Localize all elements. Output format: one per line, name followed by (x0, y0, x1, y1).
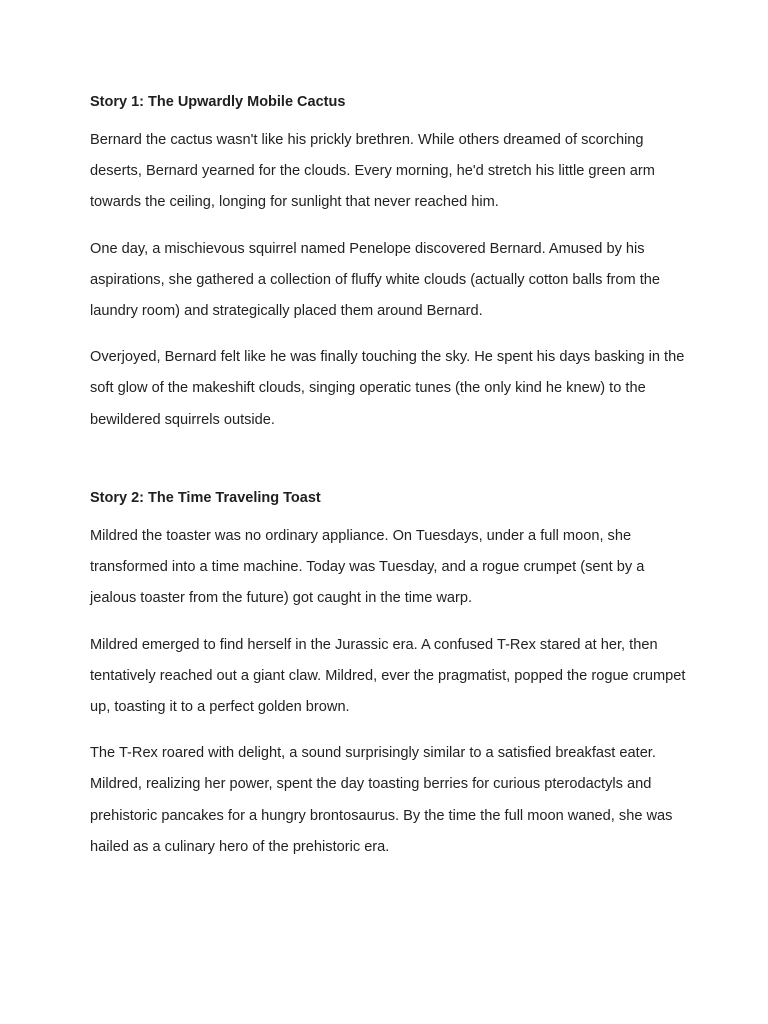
story-1-paragraph-3: Overjoyed, Bernard felt like he was finally touching the sky. He spent his days basking in the soft glow of the makeshift clouds, singing operatic tunes (the only kind he knew) to the bewildered squirrels outside. (90, 349, 685, 428)
story-1-title: Story 1: The Upwardly Mobile Cactus (90, 94, 346, 110)
story-2-paragraph-3: The T-Rex roared with delight, a sound surprisingly similar to a satisfied breakfast eater. Mildred, realizing her power, spent the day toasting berries for curious pterodactyls and prehistoric pancakes for a hungry brontosaurus. By the time the full moon waned, she was hailed as a culinary hero of the prehistoric era. (90, 745, 673, 855)
story-2 (90, 489, 690, 878)
story-1 (90, 93, 690, 451)
story-2-paragraph-2: Mildred emerged to find herself in the Jurassic era. A confused T-Rex stared at her, then tentatively reached out a giant claw. Mildred, ever the pragmatist, popped the rogue crumpet up, toasting it to a perfect golden brown. (90, 636, 686, 716)
story-1-paragraph-2: One day, a mischievous squirrel named Penelope discovered Bernard. Amused by his aspirations, she gathered a collection of fluffy white clouds (actually cotton balls from the laundry room) and strategically placed them around Bernard. (90, 240, 661, 320)
story-1-paragraph-1: Bernard the cactus wasn't like his prickly brethren. While others dreamed of scorching deserts, Bernard yearned for the clouds. Every morning, he'd stretch his little green arm towards the ceiling, longing for sunlight that never reached him. (90, 132, 655, 211)
story-2-paragraph-1: Mildred the toaster was no ordinary appliance. On Tuesdays, under a full moon, she transformed into a time machine. Today was Tuesday, and a rogue crumpet (sent by a jealous toaster from the future) got caught in the time warp. (90, 528, 645, 607)
story-2-title: Story 2: The Time Traveling Toast (90, 490, 321, 506)
